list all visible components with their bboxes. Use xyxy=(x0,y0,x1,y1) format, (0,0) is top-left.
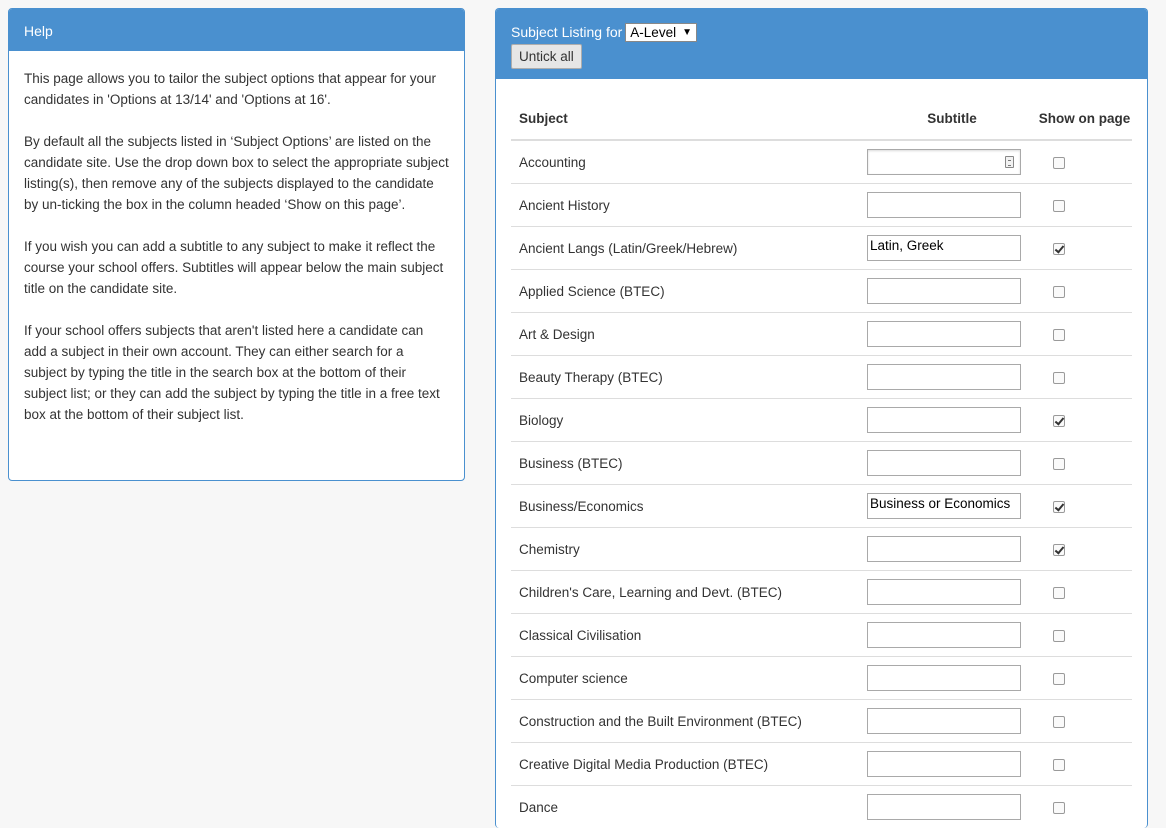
table-row xyxy=(511,528,1132,571)
show-on-page-checkbox[interactable] xyxy=(1053,329,1065,341)
subtitle-cell xyxy=(867,614,1037,657)
untick-all-button[interactable]: Untick all xyxy=(511,44,582,69)
header-subject: Subject xyxy=(511,97,867,140)
help-heading: Help xyxy=(9,9,464,51)
subtitle-cell xyxy=(867,140,1037,184)
help-paragraph: If your school offers subjects that aren't listed here a candidate can add a subject in their own account. They can either search for a subject by typing the title in the search box at the bottom of their subject list; or they can add the subject by typing the title in a free text box at the bottom of their subject list. xyxy=(24,320,449,425)
show-on-page-checkbox[interactable] xyxy=(1053,157,1065,169)
subtitle-input[interactable] xyxy=(867,278,1021,304)
subtitle-cell xyxy=(867,227,1037,270)
level-select-value: A-Level xyxy=(630,25,676,40)
subtitle-cell xyxy=(867,700,1037,743)
subtitle-input-value: Business or Economics xyxy=(870,496,1010,511)
table-row xyxy=(511,743,1132,786)
subtitle-input-value: Latin, Greek xyxy=(870,238,944,253)
subjects-table xyxy=(511,97,1132,828)
dropdown-arrow-icon: ▼ xyxy=(682,27,692,38)
subtitle-input[interactable] xyxy=(867,665,1021,691)
show-cell xyxy=(1037,442,1132,485)
subject-name: Beauty Therapy (BTEC) xyxy=(511,356,867,399)
show-on-page-checkbox[interactable] xyxy=(1053,716,1065,728)
subtitle-input[interactable] xyxy=(867,407,1021,433)
subject-listing-panel xyxy=(495,8,1148,828)
show-on-page-checkbox[interactable] xyxy=(1053,200,1065,212)
table-header-row xyxy=(511,97,1132,140)
subtitle-cell xyxy=(867,399,1037,442)
table-row xyxy=(511,700,1132,743)
show-cell xyxy=(1037,485,1132,528)
table-row xyxy=(511,184,1132,227)
show-cell xyxy=(1037,227,1132,270)
header-show-on-page: Show on page xyxy=(1037,97,1132,140)
help-panel xyxy=(8,8,465,481)
show-on-page-checkbox[interactable] xyxy=(1053,544,1065,556)
show-on-page-checkbox[interactable] xyxy=(1053,372,1065,384)
show-on-page-checkbox[interactable] xyxy=(1053,802,1065,814)
subtitle-input[interactable] xyxy=(867,235,1021,261)
subject-name: Chemistry xyxy=(511,528,867,571)
subject-name: Children's Care, Learning and Devt. (BTEC) xyxy=(511,571,867,614)
table-row xyxy=(511,485,1132,528)
subtitle-cell xyxy=(867,485,1037,528)
subject-name: Accounting xyxy=(511,140,867,184)
table-row xyxy=(511,657,1132,700)
subtitle-input[interactable] xyxy=(867,364,1021,390)
show-cell xyxy=(1037,184,1132,227)
table-row xyxy=(511,227,1132,270)
show-on-page-checkbox[interactable] xyxy=(1053,630,1065,642)
subject-name: Creative Digital Media Production (BTEC) xyxy=(511,743,867,786)
help-paragraph: This page allows you to tailor the subject options that appear for your candidates in 'Options at 13/14' and 'Options at 16'. xyxy=(24,68,449,110)
table-row xyxy=(511,614,1132,657)
listing-label: Subject Listing for xyxy=(511,24,622,40)
subtitle-input[interactable] xyxy=(867,751,1021,777)
level-select[interactable] xyxy=(625,23,697,42)
show-on-page-checkbox[interactable] xyxy=(1053,243,1065,255)
show-on-page-checkbox[interactable] xyxy=(1053,458,1065,470)
table-row xyxy=(511,140,1132,184)
subtitle-input[interactable] xyxy=(867,149,1021,175)
subtitle-cell xyxy=(867,442,1037,485)
show-cell xyxy=(1037,657,1132,700)
table-row xyxy=(511,399,1132,442)
subtitle-input[interactable] xyxy=(867,321,1021,347)
subtitle-input[interactable] xyxy=(867,536,1021,562)
subtitle-cell xyxy=(867,313,1037,356)
subtitle-input[interactable] xyxy=(867,794,1021,820)
show-cell xyxy=(1037,571,1132,614)
show-on-page-checkbox[interactable] xyxy=(1053,286,1065,298)
show-on-page-checkbox[interactable] xyxy=(1053,501,1065,513)
subtitle-input[interactable] xyxy=(867,192,1021,218)
show-cell xyxy=(1037,700,1132,743)
subject-name: Art & Design xyxy=(511,313,867,356)
help-body xyxy=(9,51,464,425)
help-paragraph: If you wish you can add a subtitle to any subject to make it reflect the course your school offers. Subtitles will appear below the main subject title on the candidate site. xyxy=(24,236,449,299)
subtitle-input[interactable] xyxy=(867,493,1021,519)
subject-name: Ancient Langs (Latin/Greek/Hebrew) xyxy=(511,227,867,270)
subtitle-cell xyxy=(867,270,1037,313)
show-cell xyxy=(1037,356,1132,399)
listing-selector-row xyxy=(511,21,1132,43)
subtitle-cell xyxy=(867,657,1037,700)
subtitle-cell xyxy=(867,571,1037,614)
table-row xyxy=(511,356,1132,399)
show-on-page-checkbox[interactable] xyxy=(1053,759,1065,771)
subtitle-cell xyxy=(867,528,1037,571)
subject-name: Dance xyxy=(511,786,867,828)
subject-name: Business/Economics xyxy=(511,485,867,528)
subtitle-input[interactable] xyxy=(867,579,1021,605)
show-cell xyxy=(1037,743,1132,786)
subtitle-cell xyxy=(867,356,1037,399)
subtitle-input[interactable] xyxy=(867,708,1021,734)
subject-listing-heading xyxy=(496,9,1147,79)
subject-name: Ancient History xyxy=(511,184,867,227)
show-cell xyxy=(1037,614,1132,657)
subjects-table-body xyxy=(511,140,1132,828)
header-subtitle: Subtitle xyxy=(867,97,1037,140)
table-row xyxy=(511,442,1132,485)
show-on-page-checkbox[interactable] xyxy=(1053,587,1065,599)
subject-name: Construction and the Built Environment (BTEC) xyxy=(511,700,867,743)
subject-name: Business (BTEC) xyxy=(511,442,867,485)
subject-name: Computer science xyxy=(511,657,867,700)
subtitle-cell xyxy=(867,184,1037,227)
show-on-page-checkbox[interactable] xyxy=(1053,673,1065,685)
subject-name: Classical Civilisation xyxy=(511,614,867,657)
show-on-page-checkbox[interactable] xyxy=(1053,415,1065,427)
show-cell xyxy=(1037,270,1132,313)
show-cell xyxy=(1037,313,1132,356)
subtitle-input[interactable] xyxy=(867,622,1021,648)
subtitle-cell xyxy=(867,743,1037,786)
show-cell xyxy=(1037,399,1132,442)
subject-name: Biology xyxy=(511,399,867,442)
table-row xyxy=(511,270,1132,313)
autofill-key-icon[interactable] xyxy=(1005,156,1014,168)
subtitle-input[interactable] xyxy=(867,450,1021,476)
help-paragraph: By default all the subjects listed in ‘Subject Options’ are listed on the candidate site. Use the drop down box to select the appropriate subject listing(s), then remove any of the subjects displayed to the candidate by un-ticking the box in the column headed ‘Show on this page’. xyxy=(24,131,449,215)
show-cell xyxy=(1037,140,1132,184)
table-row xyxy=(511,313,1132,356)
show-cell xyxy=(1037,528,1132,571)
subject-name: Applied Science (BTEC) xyxy=(511,270,867,313)
table-row xyxy=(511,571,1132,614)
